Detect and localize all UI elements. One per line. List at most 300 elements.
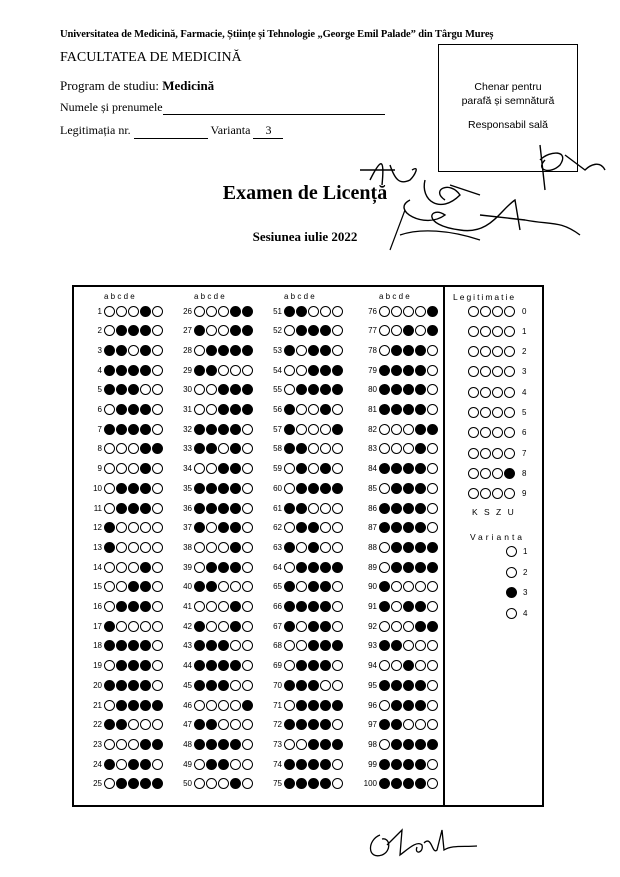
answer-bubble-b[interactable] [206, 404, 217, 415]
answer-bubble-b[interactable] [391, 503, 402, 514]
answer-bubble-a[interactable] [194, 562, 205, 573]
answer-bubble-a[interactable] [379, 345, 390, 356]
answer-bubble-d[interactable] [230, 522, 241, 533]
answer-bubble-e[interactable] [242, 306, 253, 317]
answer-bubble-c[interactable] [218, 700, 229, 711]
answer-bubble-c[interactable] [403, 719, 414, 730]
answer-bubble-d[interactable] [140, 443, 151, 454]
answer-bubble-c[interactable] [403, 739, 414, 750]
answer-bubble-a[interactable] [379, 463, 390, 474]
answer-bubble-e[interactable] [152, 424, 163, 435]
answer-bubble-e[interactable] [242, 384, 253, 395]
answer-bubble-c[interactable] [403, 640, 414, 651]
answer-bubble-e[interactable] [332, 503, 343, 514]
answer-bubble-c[interactable] [308, 739, 319, 750]
answer-bubble-d[interactable] [140, 483, 151, 494]
answer-bubble-e[interactable] [242, 365, 253, 376]
answer-bubble-c[interactable] [308, 680, 319, 691]
answer-bubble-c[interactable] [403, 483, 414, 494]
answer-bubble-e[interactable] [427, 621, 438, 632]
answer-bubble-e[interactable] [242, 463, 253, 474]
answer-bubble-c[interactable] [218, 542, 229, 553]
answer-bubble-b[interactable] [206, 365, 217, 376]
varianta-bubble[interactable] [506, 608, 517, 619]
answer-bubble-b[interactable] [296, 562, 307, 573]
answer-bubble-c[interactable] [128, 443, 139, 454]
answer-bubble-a[interactable] [104, 581, 115, 592]
answer-bubble-d[interactable] [230, 739, 241, 750]
answer-bubble-a[interactable] [284, 325, 295, 336]
answer-bubble-c[interactable] [308, 503, 319, 514]
answer-bubble-a[interactable] [379, 404, 390, 415]
answer-bubble-e[interactable] [332, 759, 343, 770]
answer-bubble-e[interactable] [332, 345, 343, 356]
answer-bubble-a[interactable] [284, 542, 295, 553]
answer-bubble-e[interactable] [152, 404, 163, 415]
answer-bubble-d[interactable] [320, 680, 331, 691]
answer-bubble-e[interactable] [242, 404, 253, 415]
answer-bubble-d[interactable] [140, 759, 151, 770]
legitimatie-bubble[interactable] [504, 306, 515, 317]
answer-bubble-d[interactable] [415, 443, 426, 454]
answer-bubble-a[interactable] [379, 325, 390, 336]
answer-bubble-a[interactable] [284, 700, 295, 711]
answer-bubble-b[interactable] [206, 443, 217, 454]
answer-bubble-d[interactable] [320, 365, 331, 376]
answer-bubble-b[interactable] [391, 601, 402, 612]
answer-bubble-e[interactable] [152, 384, 163, 395]
answer-bubble-e[interactable] [242, 759, 253, 770]
answer-bubble-e[interactable] [427, 562, 438, 573]
answer-bubble-d[interactable] [320, 503, 331, 514]
answer-bubble-e[interactable] [242, 640, 253, 651]
answer-bubble-d[interactable] [140, 680, 151, 691]
answer-bubble-d[interactable] [415, 581, 426, 592]
answer-bubble-e[interactable] [152, 542, 163, 553]
answer-bubble-a[interactable] [284, 404, 295, 415]
answer-bubble-d[interactable] [230, 700, 241, 711]
answer-bubble-b[interactable] [296, 621, 307, 632]
answer-bubble-a[interactable] [194, 384, 205, 395]
answer-bubble-c[interactable] [403, 778, 414, 789]
answer-bubble-b[interactable] [391, 384, 402, 395]
answer-bubble-c[interactable] [403, 306, 414, 317]
answer-bubble-e[interactable] [332, 640, 343, 651]
answer-bubble-d[interactable] [320, 778, 331, 789]
answer-bubble-b[interactable] [391, 759, 402, 770]
answer-bubble-d[interactable] [140, 778, 151, 789]
answer-bubble-e[interactable] [152, 621, 163, 632]
answer-bubble-a[interactable] [284, 719, 295, 730]
answer-bubble-c[interactable] [128, 542, 139, 553]
answer-bubble-b[interactable] [116, 522, 127, 533]
legitimatie-bubble[interactable] [468, 427, 479, 438]
answer-bubble-a[interactable] [379, 522, 390, 533]
answer-bubble-a[interactable] [379, 601, 390, 612]
answer-bubble-e[interactable] [242, 700, 253, 711]
answer-bubble-c[interactable] [308, 581, 319, 592]
answer-bubble-b[interactable] [116, 345, 127, 356]
answer-bubble-d[interactable] [415, 759, 426, 770]
answer-bubble-d[interactable] [140, 562, 151, 573]
answer-bubble-e[interactable] [332, 404, 343, 415]
answer-bubble-d[interactable] [140, 384, 151, 395]
answer-bubble-e[interactable] [427, 384, 438, 395]
answer-bubble-c[interactable] [403, 680, 414, 691]
answer-bubble-a[interactable] [379, 365, 390, 376]
answer-bubble-c[interactable] [403, 660, 414, 671]
answer-bubble-b[interactable] [116, 325, 127, 336]
answer-bubble-a[interactable] [379, 562, 390, 573]
answer-bubble-b[interactable] [206, 345, 217, 356]
answer-bubble-c[interactable] [403, 503, 414, 514]
answer-bubble-c[interactable] [308, 660, 319, 671]
answer-bubble-b[interactable] [206, 542, 217, 553]
answer-bubble-a[interactable] [194, 739, 205, 750]
answer-bubble-c[interactable] [403, 384, 414, 395]
answer-bubble-a[interactable] [104, 522, 115, 533]
answer-bubble-a[interactable] [194, 483, 205, 494]
answer-bubble-a[interactable] [104, 700, 115, 711]
answer-bubble-d[interactable] [140, 581, 151, 592]
answer-bubble-a[interactable] [194, 542, 205, 553]
answer-bubble-d[interactable] [140, 306, 151, 317]
answer-bubble-e[interactable] [242, 601, 253, 612]
answer-bubble-d[interactable] [320, 660, 331, 671]
answer-bubble-c[interactable] [308, 384, 319, 395]
answer-bubble-d[interactable] [415, 562, 426, 573]
answer-bubble-c[interactable] [308, 700, 319, 711]
answer-bubble-c[interactable] [308, 404, 319, 415]
legitimatie-bubble[interactable] [504, 448, 515, 459]
answer-bubble-d[interactable] [320, 621, 331, 632]
answer-bubble-e[interactable] [152, 443, 163, 454]
answer-bubble-e[interactable] [427, 581, 438, 592]
answer-bubble-c[interactable] [308, 601, 319, 612]
answer-bubble-a[interactable] [104, 306, 115, 317]
answer-bubble-a[interactable] [104, 660, 115, 671]
answer-bubble-b[interactable] [206, 700, 217, 711]
answer-bubble-a[interactable] [104, 601, 115, 612]
answer-bubble-d[interactable] [320, 719, 331, 730]
answer-bubble-b[interactable] [206, 306, 217, 317]
answer-bubble-e[interactable] [332, 483, 343, 494]
answer-bubble-b[interactable] [206, 384, 217, 395]
answer-bubble-b[interactable] [206, 640, 217, 651]
answer-bubble-c[interactable] [403, 562, 414, 573]
answer-bubble-c[interactable] [308, 463, 319, 474]
answer-bubble-e[interactable] [427, 640, 438, 651]
answer-bubble-d[interactable] [140, 503, 151, 514]
answer-bubble-d[interactable] [140, 601, 151, 612]
answer-bubble-b[interactable] [116, 424, 127, 435]
answer-bubble-e[interactable] [427, 680, 438, 691]
answer-bubble-c[interactable] [308, 640, 319, 651]
answer-bubble-b[interactable] [206, 581, 217, 592]
legitimatie-bubble[interactable] [504, 346, 515, 357]
answer-bubble-a[interactable] [104, 404, 115, 415]
answer-bubble-d[interactable] [320, 581, 331, 592]
answer-bubble-c[interactable] [308, 778, 319, 789]
answer-bubble-b[interactable] [391, 680, 402, 691]
answer-bubble-e[interactable] [332, 581, 343, 592]
legitimatie-bubble[interactable] [504, 407, 515, 418]
answer-bubble-d[interactable] [320, 562, 331, 573]
legitimatie-bubble[interactable] [468, 387, 479, 398]
answer-bubble-b[interactable] [116, 365, 127, 376]
answer-bubble-c[interactable] [308, 345, 319, 356]
answer-bubble-b[interactable] [116, 306, 127, 317]
answer-bubble-b[interactable] [391, 306, 402, 317]
answer-bubble-c[interactable] [218, 503, 229, 514]
answer-bubble-c[interactable] [218, 522, 229, 533]
answer-bubble-e[interactable] [242, 660, 253, 671]
answer-bubble-a[interactable] [194, 424, 205, 435]
answer-bubble-b[interactable] [391, 778, 402, 789]
answer-bubble-d[interactable] [140, 365, 151, 376]
answer-bubble-c[interactable] [308, 522, 319, 533]
answer-bubble-c[interactable] [403, 424, 414, 435]
answer-bubble-b[interactable] [296, 384, 307, 395]
answer-bubble-a[interactable] [104, 503, 115, 514]
answer-bubble-b[interactable] [296, 463, 307, 474]
answer-bubble-b[interactable] [116, 562, 127, 573]
answer-bubble-b[interactable] [206, 759, 217, 770]
answer-bubble-b[interactable] [296, 700, 307, 711]
answer-bubble-d[interactable] [320, 739, 331, 750]
answer-bubble-b[interactable] [391, 700, 402, 711]
answer-bubble-e[interactable] [332, 522, 343, 533]
answer-bubble-b[interactable] [296, 443, 307, 454]
legitimatie-bubble[interactable] [504, 468, 515, 479]
answer-bubble-e[interactable] [427, 601, 438, 612]
answer-bubble-a[interactable] [104, 640, 115, 651]
answer-bubble-e[interactable] [427, 719, 438, 730]
answer-bubble-b[interactable] [296, 503, 307, 514]
answer-bubble-d[interactable] [230, 562, 241, 573]
answer-bubble-c[interactable] [128, 424, 139, 435]
answer-bubble-b[interactable] [296, 739, 307, 750]
answer-bubble-b[interactable] [391, 443, 402, 454]
answer-bubble-a[interactable] [104, 365, 115, 376]
answer-bubble-a[interactable] [379, 424, 390, 435]
answer-bubble-c[interactable] [128, 365, 139, 376]
legitimatie-bubble[interactable] [468, 326, 479, 337]
answer-bubble-d[interactable] [415, 542, 426, 553]
legitimatie-bubble[interactable] [492, 306, 503, 317]
answer-bubble-e[interactable] [427, 443, 438, 454]
answer-bubble-d[interactable] [415, 522, 426, 533]
answer-bubble-c[interactable] [218, 640, 229, 651]
answer-bubble-d[interactable] [230, 759, 241, 770]
answer-bubble-a[interactable] [194, 660, 205, 671]
answer-bubble-c[interactable] [218, 404, 229, 415]
answer-bubble-a[interactable] [194, 463, 205, 474]
answer-bubble-c[interactable] [128, 660, 139, 671]
answer-bubble-e[interactable] [427, 483, 438, 494]
answer-bubble-a[interactable] [379, 660, 390, 671]
answer-bubble-e[interactable] [427, 542, 438, 553]
answer-bubble-a[interactable] [284, 621, 295, 632]
answer-bubble-c[interactable] [218, 680, 229, 691]
answer-bubble-e[interactable] [152, 759, 163, 770]
answer-bubble-d[interactable] [320, 483, 331, 494]
answer-bubble-e[interactable] [152, 325, 163, 336]
answer-bubble-a[interactable] [194, 404, 205, 415]
answer-bubble-d[interactable] [140, 542, 151, 553]
answer-bubble-c[interactable] [218, 778, 229, 789]
answer-bubble-e[interactable] [152, 483, 163, 494]
answer-bubble-a[interactable] [284, 739, 295, 750]
answer-bubble-e[interactable] [332, 680, 343, 691]
answer-bubble-e[interactable] [427, 660, 438, 671]
answer-bubble-b[interactable] [116, 581, 127, 592]
answer-bubble-d[interactable] [320, 404, 331, 415]
answer-bubble-d[interactable] [230, 404, 241, 415]
answer-bubble-d[interactable] [415, 404, 426, 415]
answer-bubble-d[interactable] [140, 660, 151, 671]
answer-bubble-b[interactable] [116, 601, 127, 612]
answer-bubble-e[interactable] [332, 719, 343, 730]
varianta-bubble[interactable] [506, 587, 517, 598]
answer-bubble-a[interactable] [104, 384, 115, 395]
answer-bubble-a[interactable] [284, 424, 295, 435]
answer-bubble-a[interactable] [194, 680, 205, 691]
answer-bubble-a[interactable] [104, 680, 115, 691]
answer-bubble-d[interactable] [230, 581, 241, 592]
answer-bubble-b[interactable] [116, 640, 127, 651]
legitimatie-bubble[interactable] [468, 366, 479, 377]
answer-bubble-d[interactable] [140, 404, 151, 415]
answer-bubble-e[interactable] [427, 522, 438, 533]
legitimatie-bubble[interactable] [468, 488, 479, 499]
answer-bubble-e[interactable] [427, 759, 438, 770]
answer-bubble-b[interactable] [296, 719, 307, 730]
legitimatie-bubble[interactable] [504, 427, 515, 438]
answer-bubble-b[interactable] [296, 345, 307, 356]
answer-bubble-a[interactable] [104, 759, 115, 770]
answer-bubble-d[interactable] [415, 483, 426, 494]
answer-bubble-e[interactable] [242, 562, 253, 573]
answer-bubble-a[interactable] [104, 719, 115, 730]
answer-bubble-d[interactable] [230, 365, 241, 376]
answer-bubble-c[interactable] [218, 601, 229, 612]
answer-bubble-d[interactable] [320, 384, 331, 395]
answer-bubble-b[interactable] [296, 522, 307, 533]
answer-bubble-b[interactable] [206, 424, 217, 435]
legitimatie-bubble[interactable] [492, 427, 503, 438]
answer-bubble-e[interactable] [427, 463, 438, 474]
answer-bubble-b[interactable] [391, 660, 402, 671]
answer-bubble-c[interactable] [218, 463, 229, 474]
answer-bubble-b[interactable] [116, 778, 127, 789]
answer-bubble-a[interactable] [194, 325, 205, 336]
answer-bubble-b[interactable] [391, 424, 402, 435]
answer-bubble-c[interactable] [403, 700, 414, 711]
answer-bubble-c[interactable] [308, 719, 319, 730]
answer-bubble-c[interactable] [128, 680, 139, 691]
answer-bubble-b[interactable] [116, 759, 127, 770]
answer-bubble-a[interactable] [104, 778, 115, 789]
answer-bubble-b[interactable] [391, 404, 402, 415]
answer-bubble-e[interactable] [332, 463, 343, 474]
answer-bubble-d[interactable] [230, 483, 241, 494]
legitimatie-bubble[interactable] [468, 346, 479, 357]
answer-bubble-e[interactable] [152, 522, 163, 533]
answer-bubble-c[interactable] [218, 424, 229, 435]
answer-bubble-e[interactable] [427, 424, 438, 435]
answer-bubble-e[interactable] [242, 443, 253, 454]
answer-bubble-d[interactable] [415, 384, 426, 395]
answer-bubble-a[interactable] [284, 503, 295, 514]
answer-bubble-c[interactable] [128, 384, 139, 395]
answer-bubble-a[interactable] [194, 700, 205, 711]
answer-bubble-d[interactable] [415, 680, 426, 691]
answer-bubble-a[interactable] [379, 503, 390, 514]
answer-bubble-e[interactable] [242, 503, 253, 514]
answer-bubble-c[interactable] [128, 640, 139, 651]
answer-bubble-a[interactable] [104, 443, 115, 454]
answer-bubble-a[interactable] [284, 562, 295, 573]
answer-bubble-a[interactable] [104, 463, 115, 474]
answer-bubble-a[interactable] [194, 719, 205, 730]
answer-bubble-a[interactable] [379, 778, 390, 789]
answer-bubble-b[interactable] [206, 483, 217, 494]
legitimatie-bubble[interactable] [480, 306, 491, 317]
answer-bubble-c[interactable] [308, 759, 319, 770]
answer-bubble-b[interactable] [206, 522, 217, 533]
answer-bubble-a[interactable] [284, 640, 295, 651]
answer-bubble-c[interactable] [308, 621, 319, 632]
answer-bubble-a[interactable] [104, 562, 115, 573]
answer-bubble-b[interactable] [116, 621, 127, 632]
answer-bubble-d[interactable] [140, 621, 151, 632]
answer-bubble-e[interactable] [332, 365, 343, 376]
answer-bubble-c[interactable] [403, 522, 414, 533]
answer-bubble-c[interactable] [218, 365, 229, 376]
answer-bubble-a[interactable] [284, 660, 295, 671]
answer-bubble-b[interactable] [116, 542, 127, 553]
answer-bubble-c[interactable] [403, 404, 414, 415]
answer-bubble-e[interactable] [332, 384, 343, 395]
answer-bubble-e[interactable] [332, 306, 343, 317]
answer-bubble-e[interactable] [332, 700, 343, 711]
answer-bubble-a[interactable] [104, 325, 115, 336]
answer-bubble-e[interactable] [242, 739, 253, 750]
answer-bubble-b[interactable] [206, 680, 217, 691]
legitimatie-bubble[interactable] [492, 488, 503, 499]
answer-bubble-c[interactable] [218, 306, 229, 317]
answer-bubble-b[interactable] [391, 325, 402, 336]
answer-bubble-b[interactable] [206, 739, 217, 750]
answer-bubble-a[interactable] [379, 443, 390, 454]
answer-bubble-b[interactable] [116, 463, 127, 474]
answer-bubble-a[interactable] [194, 365, 205, 376]
answer-bubble-e[interactable] [152, 365, 163, 376]
variant-value[interactable]: 3 [253, 123, 283, 139]
answer-bubble-b[interactable] [296, 660, 307, 671]
answer-bubble-a[interactable] [379, 621, 390, 632]
answer-bubble-a[interactable] [379, 483, 390, 494]
answer-bubble-a[interactable] [104, 424, 115, 435]
answer-bubble-a[interactable] [104, 483, 115, 494]
answer-bubble-e[interactable] [152, 739, 163, 750]
answer-bubble-a[interactable] [284, 778, 295, 789]
answer-bubble-c[interactable] [128, 700, 139, 711]
answer-bubble-d[interactable] [415, 700, 426, 711]
legitimatie-bubble[interactable] [504, 326, 515, 337]
answer-bubble-c[interactable] [128, 759, 139, 770]
